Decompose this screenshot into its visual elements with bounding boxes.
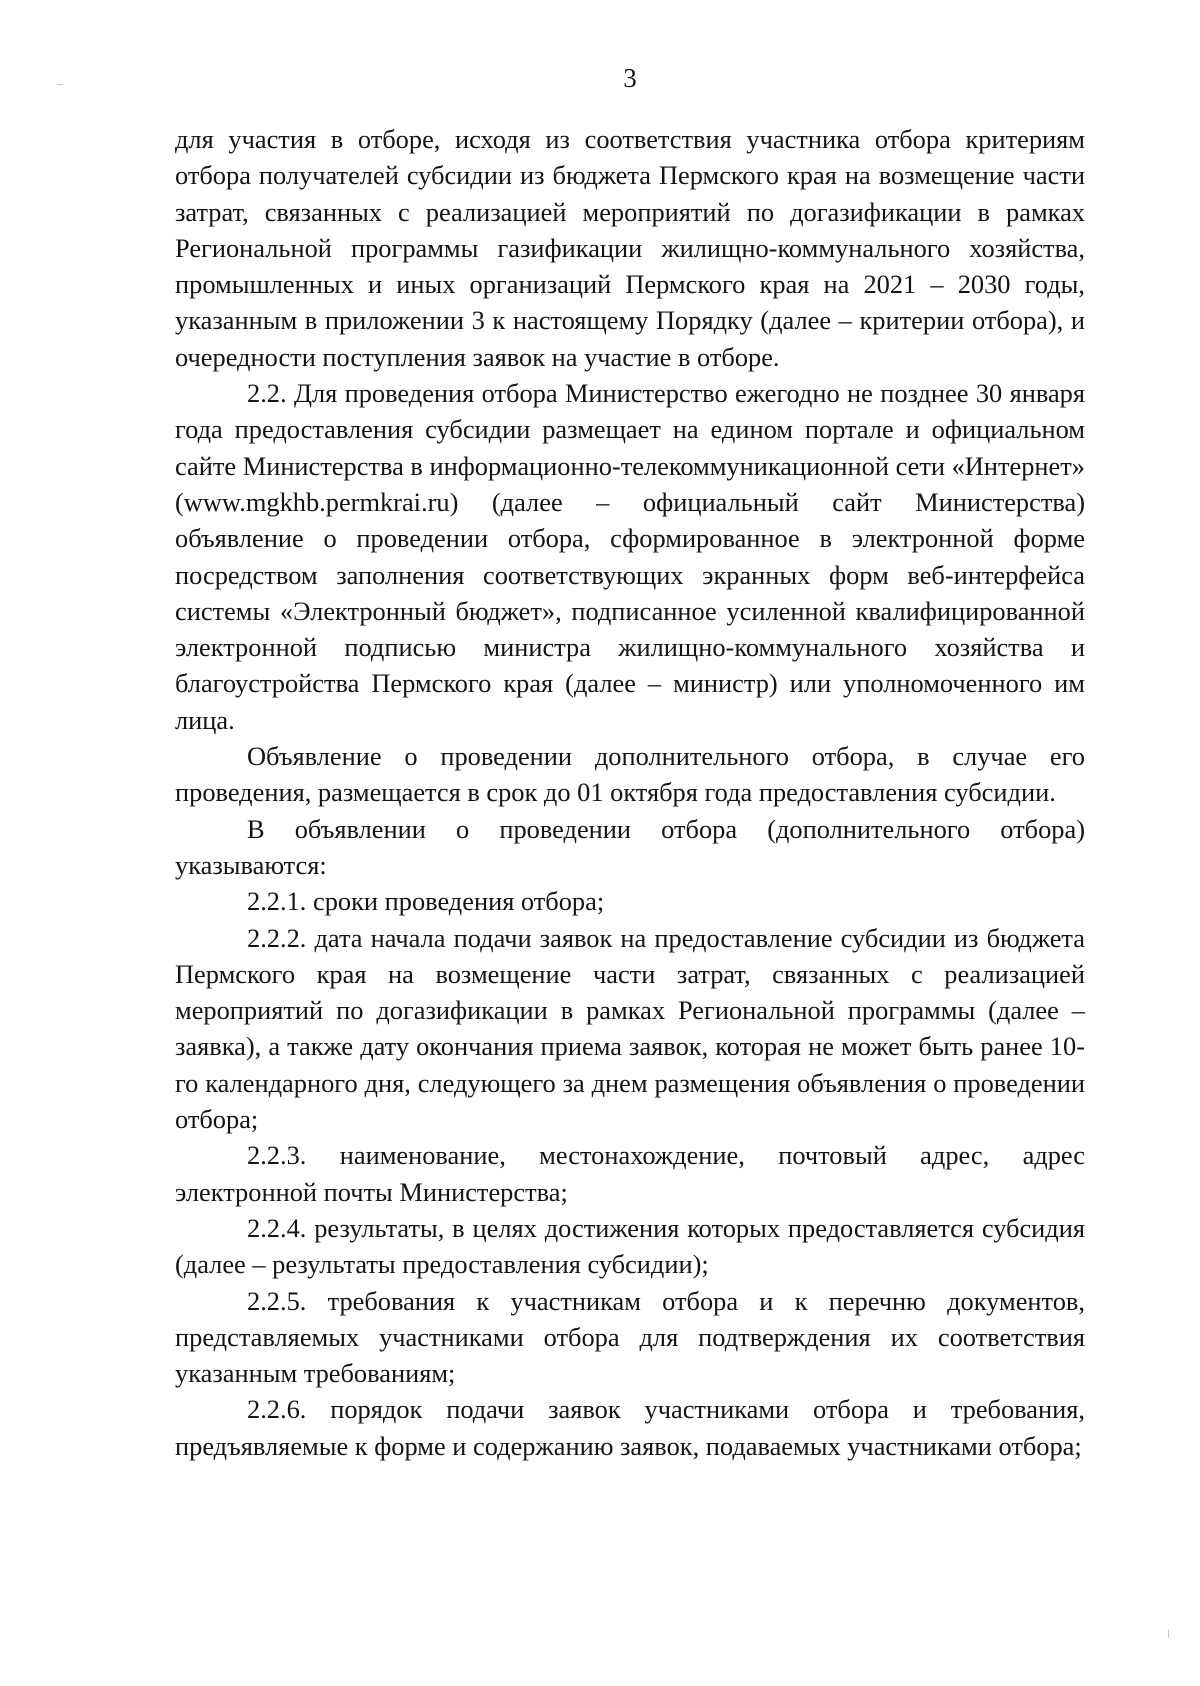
paragraph-selection-basis: для участия в отборе, исходя из соответствия участника отбора критериям отбора получателей субсидии из бюджета Пермского края на возмещение части затрат, связанных с реализацией мероприятий по догазификации в рамках Региональной программы газификации жилищно-коммунального хозяйства, промышленных и иных организаций Пермского края на 2021 – 2030 годы, указанным в приложении 3 к настоящему Порядку (далее – критерии отбора), и очередности поступления заявок на участие в отборе. [175,124,1085,372]
scan-artifact-mark [1168,1630,1169,1638]
paragraph-2-2-3: 2.2.3. наименование, местонахождение, почтовый адрес, адрес электронной почты Министерства; [175,1140,1085,1207]
paragraph-announcement-contents: В объявлении о проведении отбора (дополнительного отбора) указываются: [175,813,1085,880]
paragraph-2-2-5: 2.2.5. требования к участникам отбора и к перечню документов, представляемых участниками отбора для подтверждения их соответствия указанным требованиям; [175,1285,1085,1389]
paragraph-2-2-announcement: 2.2. Для проведения отбора Министерство ежегодно не позднее 30 января года предоставления субсидии размещает на едином портале и официальном сайте Министерства в информационно-телекоммуникационной сети «Интернет» (www.mgkhb.permkrai.ru) (далее – официальный сайт Министерства) объявление о проведении отбора, сформированное в электронной форме посредством заполнения соответствующих экранных форм веб-интерфейса системы «Электронный бюджет», подписанное усиленной квалифицированной электронной подписью министра жилищно-коммунального хозяйства и благоустройства Пермского края (далее – министр) или уполномоченного им лица. [175,378,1085,735]
paragraph-2-2-4: 2.2.4. результаты, в целях достижения которых предоставляется субсидия (далее – результаты предоставления субсидии); [175,1212,1085,1280]
paragraph-2-2-1: 2.2.1. сроки проведения отбора; [247,886,605,917]
paragraph-additional-selection: Объявление о проведении дополнительного отбора, в случае его проведения, размещается в срок до 01 октября года предоставления субсидии. [175,741,1085,808]
document-body [175,121,1085,1464]
scan-artifact-mark [57,84,63,85]
page-number: 3 [623,63,637,93]
paragraph-2-2-6: 2.2.6. порядок подачи заявок участниками отбора и требования, предъявляемые к форме и содержанию заявок, подаваемых участниками отбора; [175,1394,1085,1461]
paragraph-2-2-2: 2.2.2. дата начала подачи заявок на предоставление субсидии из бюджета Пермского края на возмещение части затрат, связанных с реализацией мероприятий по догазификации в рамках Региональной программы (далее – заявка), а также дату окончания приема заявок, которая не может быть ранее 10-го календарного дня, следующего за днем размещения объявления о проведении отбора; [175,922,1085,1135]
